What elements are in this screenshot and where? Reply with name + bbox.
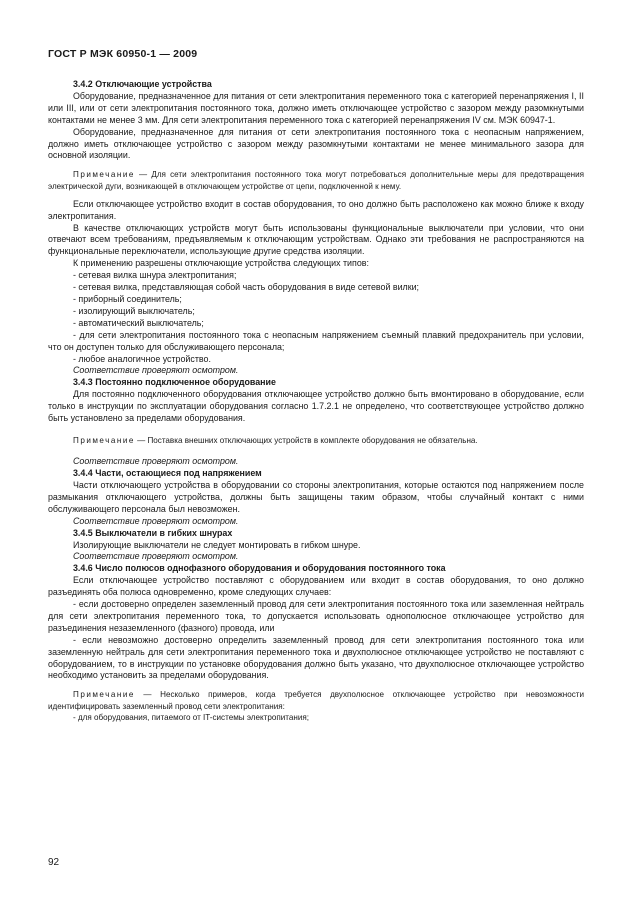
note-text: — Для сети электропитания постоянного тока могут потребоваться дополнительные меры для предотвращения электрической дуги, возникающей в отключающем устройстве от цепи, подключенной к нему.: [48, 170, 584, 191]
page-number: 92: [48, 857, 60, 868]
list-item: - сетевая вилка шнура электропитания;: [73, 270, 237, 281]
list-item: - для оборудования, питаемого от IT-системы электропитания;: [73, 712, 310, 722]
conformity-statement: Соответствие проверяют осмотром.: [73, 551, 239, 562]
list-item: - автоматический выключатель;: [73, 317, 204, 328]
section-heading-3-4-5: 3.4.5 Выключатели в гибких шнурах: [73, 527, 233, 538]
paragraph: Если отключающее устройство входит в состав оборудования, то оно должно быть расположено как можно ближе к входу электропитания.: [48, 198, 584, 221]
paragraph: Части отключающего устройства в оборудовании со стороны электропитания, которые остаются под напряжением после размыкания отключающего устройства, должны быть защищены таким образом, чтобы случайный контакт с ними обслуживающего персонала был невозможен.: [48, 479, 584, 514]
note-label: Примечание: [73, 170, 135, 180]
paragraph: Оборудование, предназначенное для питания от сети электропитания переменного тока с категорией перенапряжения I, II или III, или от сети электропитания постоянного тока, должно иметь отключающее устройство с зазором между разомкнутыми контактами не менее 3 мм. Для сети электропитания переменного тока с категорией перенапряжения IV см. МЭК 60947-1.: [48, 90, 584, 125]
note: [48, 169, 584, 191]
section-heading-3-4-2: 3.4.2 Отключающие устройства: [73, 79, 212, 89]
standard-header: ГОСТ Р МЭК 60950-1 — 2009: [48, 48, 198, 60]
paragraph: Оборудование, предназначенное для питания от сети электропитания постоянного тока с неопасным напряжением, должно иметь отключающее устройство с зазором между разомкнутыми контактами не менее минимального зазора для основной изоляции.: [48, 126, 584, 161]
paragraph: - если невозможно достоверно определить заземленный провод для сети электропитания постоянного тока или заземленную нейтраль для сети электропитания переменного тока и двухполюсное отключающее устройство не поставляют с оборудованием, то в инструкции по установке оборудования должно быть указано, что двухполюсное отключающее устройство необходимо установить за пределами оборудования.: [48, 634, 584, 681]
note-label: Примечание: [73, 690, 135, 700]
conformity-statement: Соответствие проверяют осмотром.: [73, 515, 239, 526]
note-text: — Несколько примеров, когда требуется двухполюсное отключающее устройство при невозможности идентифицировать заземленный провод сети электропитания:: [48, 690, 584, 711]
note: [48, 435, 584, 446]
section-heading-3-4-4: 3.4.4 Части, остающиеся под напряжением: [73, 468, 262, 479]
list-item: - для сети электропитания постоянного тока с неопасным напряжением съемный плавкий предохранитель при условии, что он доступен только для обслуживающего персонала;: [48, 329, 584, 352]
note: [48, 689, 584, 711]
note-label: Примечание: [73, 435, 135, 445]
paragraph: Изолирующие выключатели не следует монтировать в гибком шнуре.: [73, 539, 361, 550]
note-text: — Поставка внешних отключающих устройств в комплекте оборудования не обязательна.: [134, 435, 478, 445]
document-body: [48, 79, 584, 723]
list-item: - изолирующий выключатель;: [73, 305, 195, 316]
paragraph: - если достоверно определен заземленный провод для сети электропитания постоянного тока или заземленная нейтраль для сети электропитания переменного тока, то допускается использовать однополюсное отключающее устройство для разъединения незаземленного (фазного) провода, или: [48, 599, 584, 633]
list-item: - приборный соединитель;: [73, 294, 182, 304]
conformity-statement: Соответствие проверяют осмотром.: [73, 365, 239, 376]
paragraph: К применению разрешены отключающие устройства следующих типов:: [73, 258, 369, 269]
section-heading-3-4-3: 3.4.3 Постоянно подключенное оборудование: [73, 377, 276, 388]
section-heading-3-4-6: 3.4.6 Число полюсов однофазного оборудования и оборудования постоянного тока: [73, 563, 446, 574]
list-item: - сетевая вилка, представляющая собой часть оборудования в виде сетевой вилки;: [73, 282, 420, 293]
paragraph: Для постоянно подключенного оборудования отключающее устройство должно быть вмонтировано в оборудование, если только в инструкции по эксплуатации оборудования согласно 1.7.2.1 не определено, что соответствующее устройство должно быть установлено за пределами оборудования.: [48, 389, 584, 424]
list-item: - любое аналогичное устройство.: [73, 353, 211, 364]
paragraph: Если отключающее устройство поставляют с оборудованием или входит в состав оборудования, то оно должно разъединять оба полюса одновременно, кроме следующих случаев:: [48, 575, 584, 598]
conformity-statement: Соответствие проверяют осмотром.: [73, 456, 239, 467]
paragraph: В качестве отключающих устройств могут быть использованы функциональные выключатели при условии, что они отвечают всем требованиям, предъявляемым к отключающим устройствам. Однако эти требования не распространяются на функциональные переключатели, использующие другие средства изоляции.: [48, 222, 584, 257]
